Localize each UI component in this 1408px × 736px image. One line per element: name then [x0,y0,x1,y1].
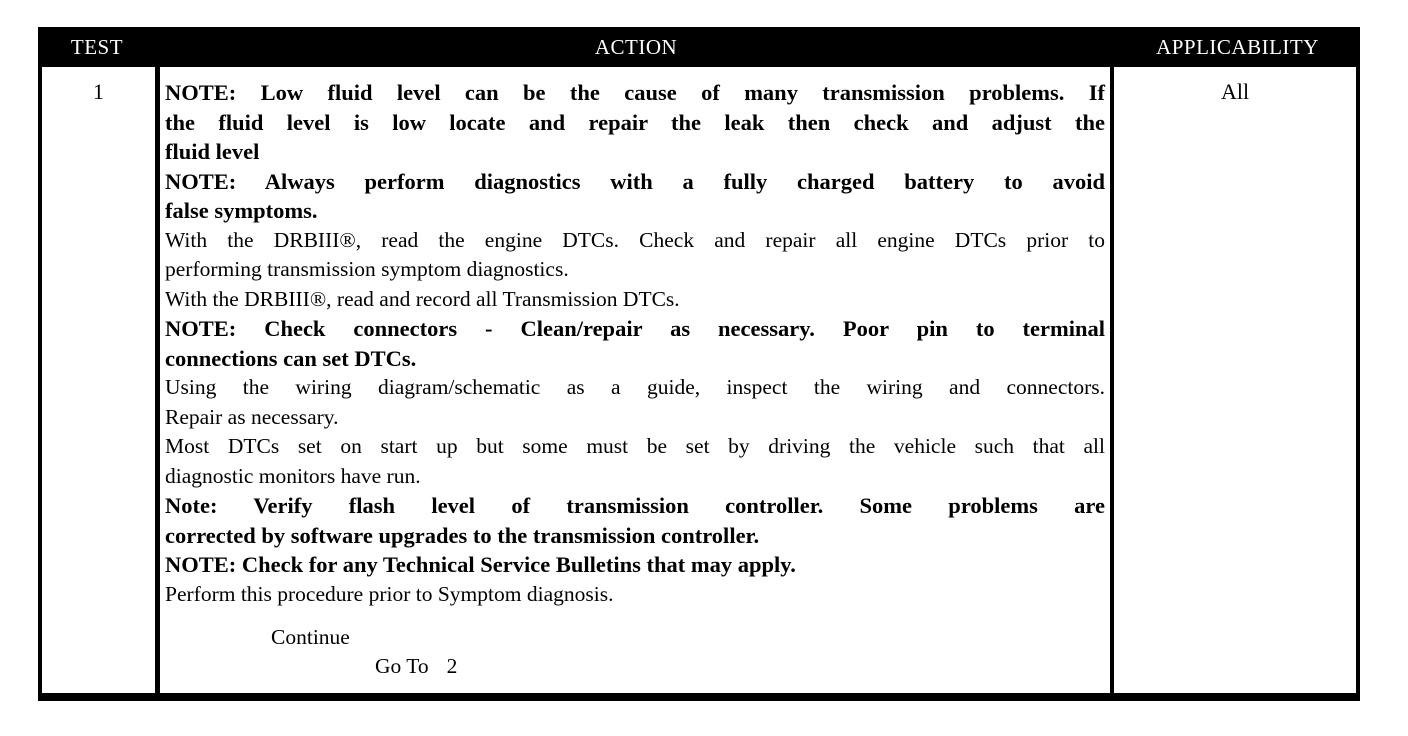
instruction-line: diagnostic monitors have run. [165,463,421,488]
goto-step[interactable] [375,651,1105,681]
header-test: TEST [70,35,124,59]
note-line: Note: Verify flash level of transmission controller. Some problems are [165,493,1105,518]
note-line: connections can set DTCs. [165,345,417,371]
action-cell [160,67,1110,693]
instruction-line: With the DRBIII®, read the engine DTCs. Check and repair all engine DTCs prior to [165,227,1105,252]
note-line: NOTE: Check for any Technical Service Bulletins that may apply. [165,552,796,577]
instruction-line: Repair as necessary. [165,404,339,429]
note-line: NOTE: Always perform diagnostics with a fully charged battery to avoid [165,168,1105,194]
action-text [165,78,1105,609]
header-action: ACTION [594,35,678,59]
instruction-line: With the DRBIII®, read and record all Transmission DTCs. [165,286,680,311]
test-number: 1 [93,79,104,104]
instruction-line: Using the wiring diagram/schematic as a guide, inspect the wiring and connectors. [165,375,1105,399]
instruction-line: performing transmission symptom diagnostics. [165,257,569,281]
diagnostic-table [38,27,1360,701]
test-cell [42,67,155,693]
goto-label: Go To [375,654,429,678]
note-line: false symptoms. [165,198,318,223]
instruction-line: Most DTCs set on start up but some must be set by driving the vehicle such that all [165,434,1105,458]
continue-label: Continue [271,625,350,649]
applicability-cell [1114,67,1356,693]
header-applicability: APPLICABILITY [1156,35,1319,59]
note-line: the fluid level is low locate and repair the leak then check and adjust the [165,109,1105,135]
note-line: fluid level [165,139,260,164]
goto-target[interactable]: 2 [446,654,458,678]
note-line: NOTE: Low fluid level can be the cause of many transmission problems. If [165,80,1105,105]
note-line: corrected by software upgrades to the transmission controller. [165,522,760,548]
note-line: NOTE: Check connectors - Clean/repair as necessary. Poor pin to terminal [165,316,1105,341]
applicability-value: All [1220,79,1250,104]
instruction-line: Perform this procedure prior to Symptom diagnosis. [165,581,614,606]
